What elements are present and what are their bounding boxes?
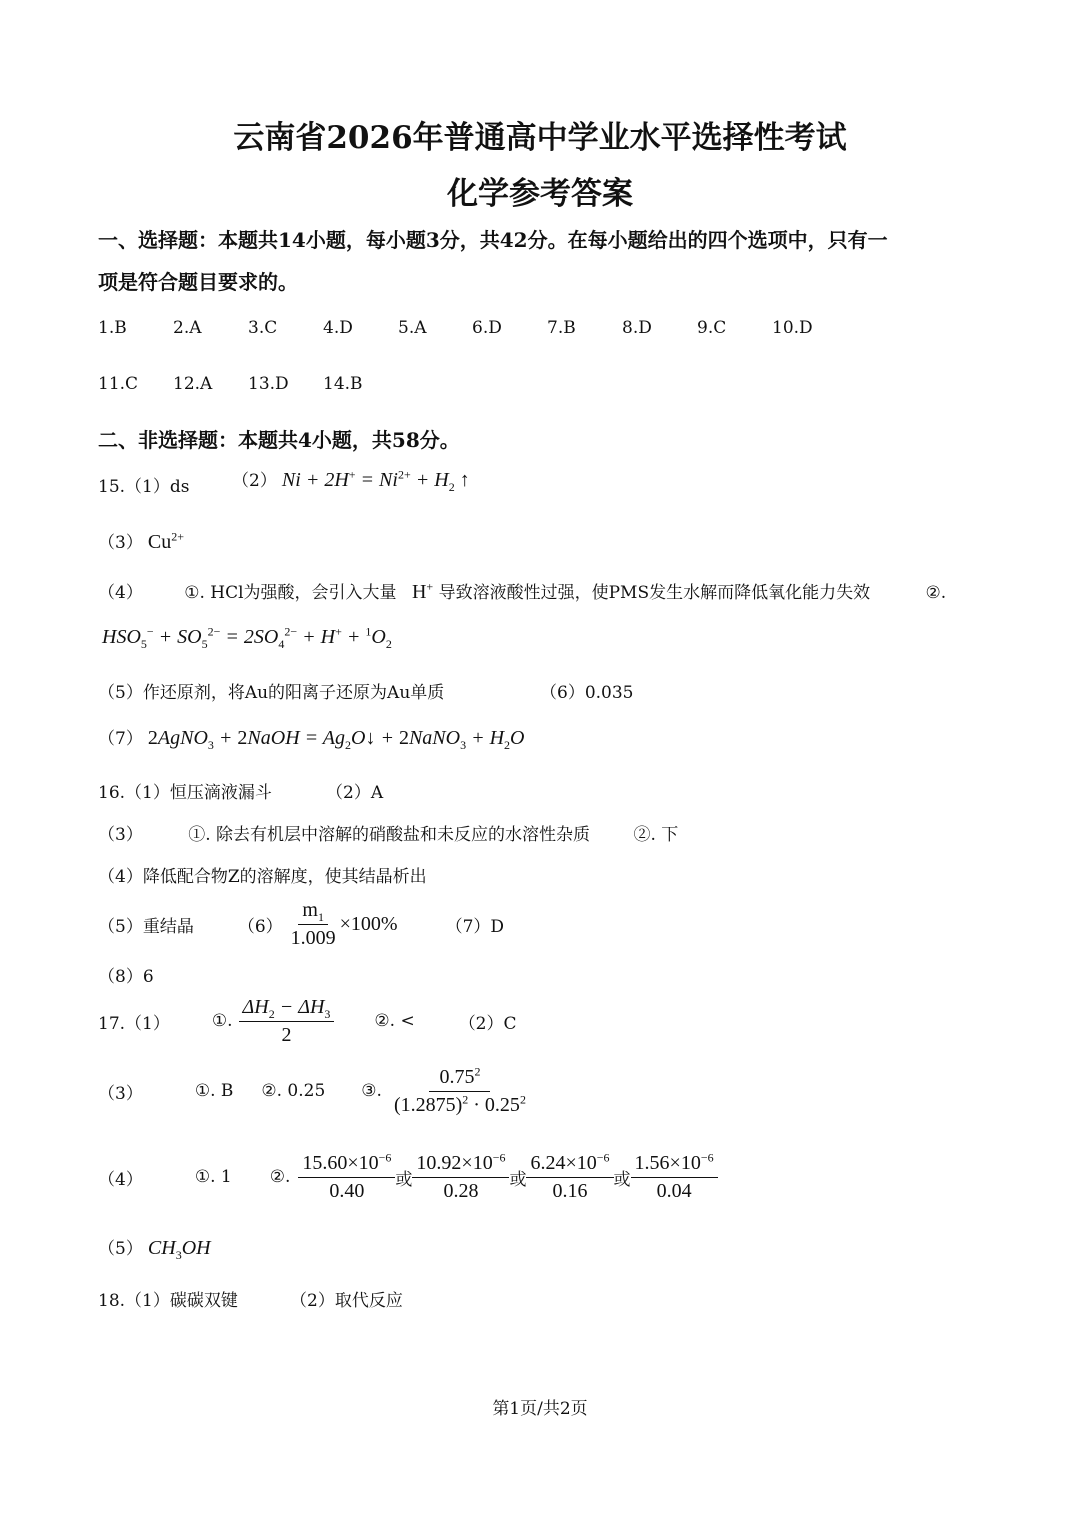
section2-heading: 二、非选择题：本题共4小题，共58分。 — [98, 428, 460, 452]
q15-p2-equation: $Ni + 2H^+ = Ni^{2+} + H_2$ ↑ — [281, 467, 470, 494]
q15-p4 — [98, 578, 946, 604]
q17-p5-label: （5） — [98, 1239, 143, 1259]
q17-p3-label: （3） — [98, 1083, 143, 1104]
page-subtitle: 化学参考答案 — [447, 176, 633, 212]
q18-p1: 18.（1）碳碳双键 — [98, 1291, 238, 1311]
q16-p1: 16.（1）恒压滴液漏斗 — [98, 783, 272, 803]
mc-answer: 2.A — [173, 318, 202, 338]
fraction-numerator — [526, 1149, 613, 1178]
q16-p8: （8）6 — [98, 967, 154, 987]
q17-p3-fraction — [390, 1063, 530, 1117]
q15-p3-ion-charge: 2+ — [171, 529, 185, 544]
q17-p4-answer-b: ②. — [269, 1167, 291, 1187]
fraction-denominator: 1.009 — [290, 926, 336, 949]
q17-p4-fraction — [412, 1149, 509, 1203]
q17-p3-answer-a: ①. B — [194, 1081, 234, 1101]
q16-p6-numerator-subscript: 1 — [317, 909, 324, 924]
q17-p4-fraction — [298, 1149, 395, 1203]
mc-answer: 8.D — [622, 318, 652, 338]
q17-p1-fraction — [239, 996, 335, 1047]
q17-p1-p2 — [98, 994, 517, 1048]
fraction-denominator: 2 — [281, 1023, 292, 1046]
mc-answer: 10.D — [772, 318, 813, 338]
mc-answer: 1.B — [98, 318, 127, 338]
q16-p4: （4）降低配合物Z的溶解度，使其结晶析出 — [98, 867, 427, 887]
mc-answer: 6.D — [472, 318, 502, 338]
q15-p3 — [98, 528, 184, 554]
q16-p6-numerator: m — [302, 898, 318, 921]
q15-p2 — [232, 466, 470, 492]
fraction-denominator: 0.16 — [552, 1179, 588, 1202]
q17-p4-numerator: 15.60×10 — [302, 1151, 379, 1174]
q15-p5: （5）作还原剂，将Au的阳离子还原为Au单质 — [98, 683, 445, 703]
mc-answer: 9.C — [697, 318, 727, 338]
q17-p3-answer-c: ③. — [361, 1081, 382, 1101]
q17-p4-label: （4） — [98, 1169, 143, 1190]
q17-p4-fraction — [526, 1149, 613, 1203]
q17-p3-answer-b: ②. 0.25 — [261, 1081, 326, 1101]
q17-p4-numerator: 6.24×10 — [530, 1151, 597, 1174]
mc-answer: 7.B — [547, 318, 576, 338]
q16-p3 — [98, 820, 678, 845]
q18-p2: （2）取代反应 — [290, 1291, 403, 1311]
q16-p6-label: （6） — [237, 916, 283, 937]
q17-p5-formula: $CH_3OH$ — [147, 1237, 211, 1262]
fraction-denominator: $(1.2875)^2 \cdot 0.25^2$ — [393, 1091, 526, 1116]
q17-p3 — [98, 1062, 530, 1120]
fraction-numerator: $\Delta H_2 - \Delta H_3$ — [239, 996, 335, 1022]
fraction-numerator — [412, 1149, 509, 1178]
exponent: −6 — [378, 1149, 392, 1164]
q17-p4-numerator: 10.92×10 — [416, 1151, 493, 1174]
mc-answer: 3.C — [248, 318, 278, 338]
q17-p1-answer-a: ①. — [211, 1011, 233, 1031]
q16-p2: （2）A — [326, 783, 384, 803]
q15-p4-answer-c: ②. — [925, 583, 947, 603]
exponent: −6 — [492, 1149, 506, 1164]
q15-p7 — [98, 724, 524, 750]
page-title: 云南省2026年普通高中学业水平选择性考试 — [233, 120, 847, 156]
q16-p3-label: （3） — [98, 825, 143, 845]
q16-p3-answer-b: ②. 下 — [633, 825, 679, 845]
section1-heading-line1: 一、选择题：本题共14小题，每小题3分，共42分。在每小题给出的四个选项中，只有一 — [98, 228, 888, 252]
q16-p5: （5）重结晶 — [98, 916, 194, 937]
mc-answer: 4.D — [323, 318, 353, 338]
mc-answer: 13.D — [248, 374, 289, 394]
q15-p4-ion-symbol: H — [411, 581, 427, 603]
exponent: −6 — [596, 1149, 610, 1164]
q15-p4-answer-b: 导致溶液酸性过强，使PMS发生水解而降低氧化能力失效 — [438, 583, 871, 603]
q16-p7: （7）D — [445, 916, 505, 937]
q15-p7-label: （7） — [98, 729, 143, 749]
q17-p4-fraction — [631, 1149, 718, 1203]
q15-p4-answer-a: ①. HCl为强酸，会引入大量 — [184, 583, 397, 603]
q17-p4-numerator: 1.56×10 — [634, 1151, 701, 1174]
q16-p5-p7 — [98, 898, 504, 950]
q17-p5 — [98, 1234, 211, 1260]
q15-p6: （6）0.035 — [540, 683, 634, 703]
mc-answer: 5.A — [398, 318, 427, 338]
q15-p1: 15.（1）ds — [98, 477, 190, 497]
q15-p3-label: （3） — [98, 533, 143, 553]
mc-answer: 12.A — [173, 374, 213, 394]
q15-p3-ion-symbol: Cu — [147, 531, 172, 553]
q17-p1-answer-b: ②. < — [374, 1011, 415, 1031]
mc-answer: 14.B — [323, 374, 363, 394]
or-text: 或 — [395, 1169, 413, 1190]
fraction-numerator — [631, 1149, 718, 1178]
exponent: −6 — [700, 1149, 714, 1164]
q17-p2: （2）C — [458, 1013, 517, 1034]
fraction-denominator: 0.28 — [443, 1179, 479, 1202]
q17-p4-answer-a: ①. 1 — [194, 1167, 232, 1187]
section1-heading-line2: 项是符合题目要求的。 — [98, 270, 298, 294]
q15-p3-ion — [148, 531, 184, 553]
q15-p7-equation: 2AgNO$_3$ + 2NaOH = $Ag_2O↓$ + 2NaNO$_3$ + $H_2O$ — [147, 727, 525, 752]
q15-p4-equation: $HSO_5^- + SO_5^{2-} = 2SO_4^{2-} + H^+ + ^1O_2$ — [102, 624, 392, 651]
q16-p6-tail: ×100% — [339, 912, 398, 935]
fraction-numerator — [298, 1149, 395, 1178]
fraction-denominator: 0.40 — [329, 1179, 365, 1202]
q17-p4 — [98, 1148, 718, 1206]
mc-answer: 11.C — [98, 374, 139, 394]
q15-p2-label: （2） — [232, 471, 277, 491]
q16-p3-answer-a: ①. 除去有机层中溶解的硝酸盐和未反应的水溶性杂质 — [188, 825, 591, 845]
q16-p6-fraction — [287, 899, 340, 950]
q15-p4-label: （4） — [98, 583, 143, 603]
q17-p1-label: 17.（1） — [98, 1013, 170, 1034]
or-text: 或 — [509, 1169, 527, 1190]
page-number: 第1页/共2页 — [492, 1399, 588, 1419]
fraction-numerator: 0.75$^2$ — [429, 1066, 490, 1092]
q15-p4-ion: H+ — [411, 579, 434, 603]
fraction-denominator: 0.04 — [656, 1179, 692, 1202]
or-text: 或 — [613, 1169, 631, 1190]
fraction-numerator — [298, 899, 328, 925]
